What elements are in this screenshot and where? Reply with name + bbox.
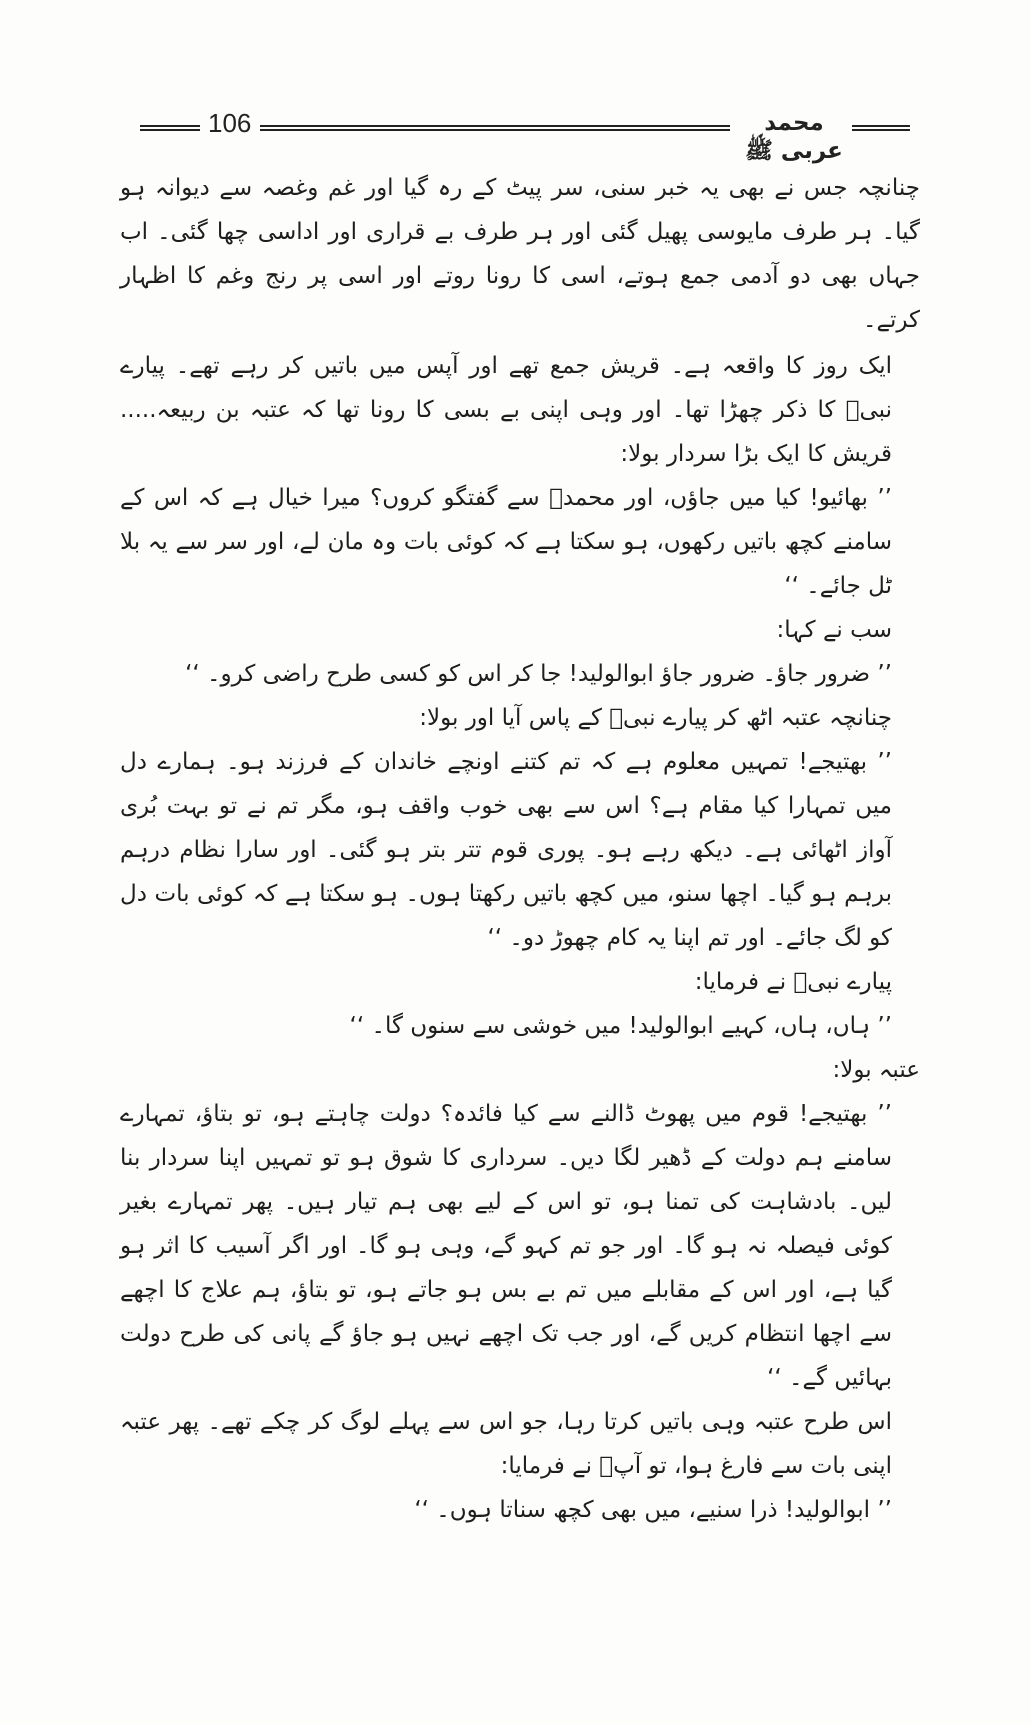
paragraph: عتبہ بولا: [832,1057,920,1083]
quotation: ’’ بھتیجے! تمہیں معلوم ہے کہ تم کتنے اونچے خاندان کے فرزند ہو۔ ہمارے دل میں تمہارا کیا مقام ہے؟ اس سے بھی خوب واقف ہو، مگر تم نے تو بہت بُری آواز اٹھائی ہے۔ دیکھ رہے ہو۔ پوری قوم تتر بتر ہو گئی۔ اور سارا نظام درہم برہم ہو گیا۔ اچھا سنو، میں کچھ باتیں رکھتا ہوں۔ ہو سکتا ہے کہ کوئی بات دل کو لگ جائے۔ اور تم اپنا یہ کام چھوڑ دو۔ ‘‘ [120,749,892,951]
body-text [120,166,920,1532]
quotation: ’’ ضرور جاؤ۔ ضرور جاؤ ابوالولید! جا کر اس کو کسی طرح راضی کرو۔ ‘‘ [185,661,892,687]
paragraph: پیارے نبیؐ نے فرمایا: [694,969,892,995]
header-rule-right [852,125,910,131]
header-rule-middle [260,125,730,131]
paragraph: سب نے کہا: [776,617,892,643]
page-header [140,108,910,164]
header-rule-left [140,125,200,131]
paragraph: چنانچہ جس نے بھی یہ خبر سنی، سر پیٹ کے رہ گیا اور غم وغصہ سے دیوانہ ہو گیا۔ ہر طرف مایوسی پھیل گئی اور ہر طرف بے قراری اور اداسی چھا گئی۔ اب جہاں بھی دو آدمی جمع ہوتے، اسی کا رونا روتے اور اسی پر رنج وغم کا اظہار کرتے۔ [120,175,920,333]
quotation: ’’ بھتیجے! قوم میں پھوٹ ڈالنے سے کیا فائدہ؟ دولت چاہتے ہو، تو بتاؤ، تمہارے سامنے ہم دولت کے ڈھیر لگا دیں۔ سرداری کا شوق ہو تو تمہیں اپنا سردار بنا لیں۔ بادشاہت کی تمنا ہو، تو اس کے لیے بھی ہم تیار ہیں۔ پھر تمہارے بغیر کوئی فیصلہ نہ ہو گا۔ اور جو تم کہو گے، وہی ہو گا۔ اور اگر آسیب کا اثر ہو گیا ہے، اور اس کے مقابلے میں تم بے بس ہو جاتے ہو، تو بتاؤ، ہم علاج کا اچھے سے اچھا انتظام کریں گے، اور جب تک اچھے نہیں ہو جاؤ گے پانی کی طرح دولت بہائیں گے۔ ‘‘ [120,1101,892,1391]
quotation: ’’ ابوالولید! ذرا سنیے، میں بھی کچھ سناتا ہوں۔ ‘‘ [414,1497,892,1523]
quotation: ’’ ہاں، ہاں، کہیے ابوالولید! میں خوشی سے سنوں گا۔ ‘‘ [349,1013,892,1039]
paragraph: ایک روز کا واقعہ ہے۔ قریش جمع تھے اور آپس میں باتیں کر رہے تھے۔ پیارے نبیؐ کا ذکر چھڑا تھا۔ اور وہی اپنی بے بسی کا رونا تھا کہ عتبہ بن ربیعہ..... قریش کا ایک بڑا سردار بولا: [120,353,892,467]
page-number: 106 [208,108,252,138]
running-title: محمد عربی ﷺ [745,110,843,164]
paragraph: اس طرح عتبہ وہی باتیں کرتا رہا، جو اس سے پہلے لوگ کر چکے تھے۔ پھر عتبہ اپنی بات سے فارغ ہوا، تو آپؐ نے فرمایا: [120,1409,892,1479]
paragraph: چنانچہ عتبہ اٹھ کر پیارے نبیؐ کے پاس آیا اور بولا: [419,705,892,731]
quotation: ’’ بھائیو! کیا میں جاؤں، اور محمدؐ سے گفتگو کروں؟ میرا خیال ہے کہ اس کے سامنے کچھ باتیں رکھوں، ہو سکتا ہے کہ کوئی بات وہ مان لے، اور سر سے یہ بلا ٹل جائے۔ ‘‘ [120,485,892,599]
